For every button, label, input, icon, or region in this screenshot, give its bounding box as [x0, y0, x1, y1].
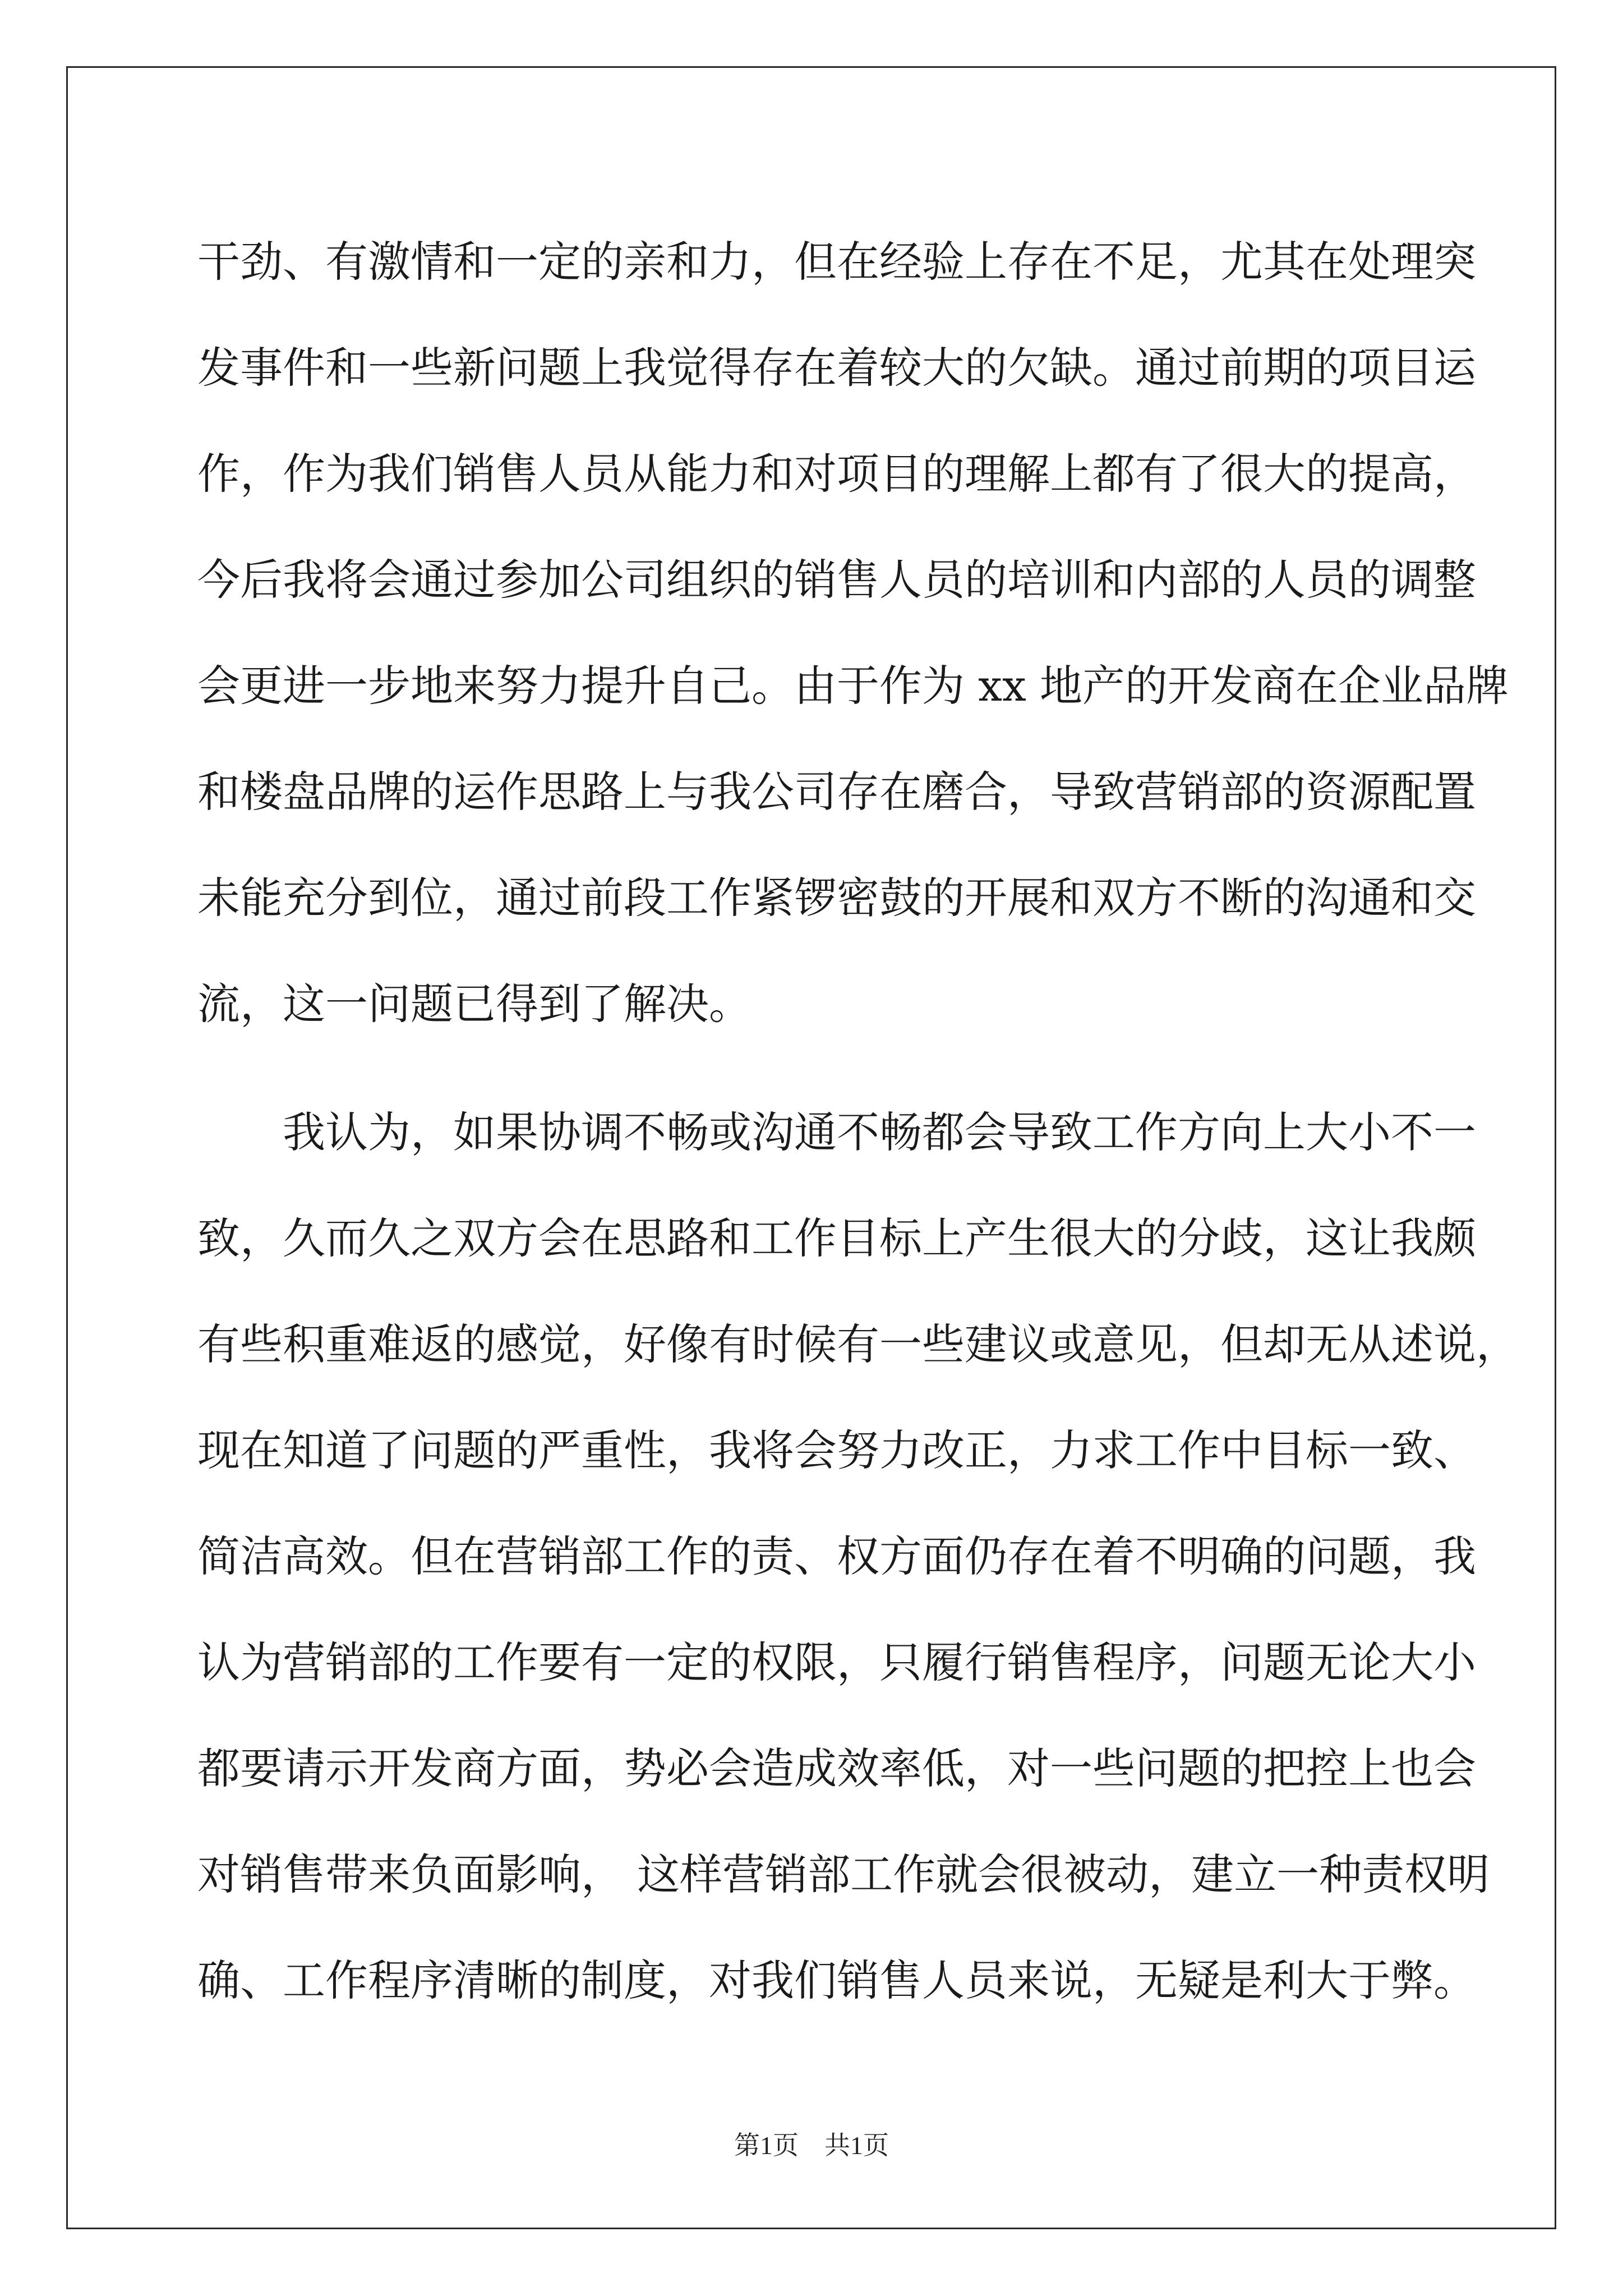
text-line: 我认为，如果协调不畅或沟通不畅都会导致工作方向上大小不一	[197, 1107, 1476, 1157]
text-line: 作，作为我们销售人员从能力和对项目的理解上都有了很大的提高，	[197, 449, 1476, 499]
text-line: 有些积重难返的感觉，好像有时候有一些建议或意见，但却无从述说，	[197, 1319, 1519, 1369]
document-body	[197, 209, 1519, 2033]
text-line: 发事件和一些新问题上我觉得存在着较大的欠缺。通过前期的项目运	[197, 343, 1476, 393]
text-line: 和楼盘品牌的运作思路上与我公司存在磨合，导致营销部的资源配置	[197, 767, 1476, 817]
page-number: 第1页	[734, 2131, 799, 2160]
paragraph-spacer	[197, 1057, 1431, 1079]
text-line: 干劲、有激情和一定的亲和力，但在经验上存在不足，尤其在处理突	[197, 237, 1476, 287]
page-footer	[0, 2125, 1623, 2162]
paragraph-1	[197, 209, 1509, 1057]
text-line: 今后我将会通过参加公司组织的销售人员的培训和内部的人员的调整	[197, 555, 1476, 605]
text-line: 会更进一步地来努力提升自己。由于作为 xx 地产的开发商在企业品牌	[197, 661, 1509, 711]
page-total: 共1页	[824, 2131, 889, 2160]
text-line: 未能充分到位，通过前段工作紧锣密鼓的开展和双方不断的沟通和交	[197, 873, 1476, 923]
text-line: 确、工作程序清晰的制度，对我们销售人员来说，无疑是利大于弊。	[197, 1955, 1476, 2005]
text-line: 致，久而久之双方会在思路和工作目标上产生很大的分歧，这让我颇	[197, 1213, 1476, 1263]
text-line: 认为营销部的工作要有一定的权限，只履行销售程序，问题无论大小	[197, 1637, 1476, 1687]
text-line: 流，这一问题已得到了解决。	[197, 979, 751, 1029]
paragraph-2	[197, 1079, 1519, 2033]
text-line: 都要请示开发商方面，势必会造成效率低，对一些问题的把控上也会	[197, 1743, 1476, 1793]
text-line: 简洁高效。但在营销部工作的责、权方面仍存在着不明确的问题，我	[197, 1531, 1476, 1581]
text-line: 对销售带来负面影响， 这样营销部工作就会很被动，建立一种责权明	[197, 1849, 1490, 1899]
text-line: 现在知道了问题的严重性，我将会努力改正，力求工作中目标一致、	[197, 1425, 1476, 1475]
